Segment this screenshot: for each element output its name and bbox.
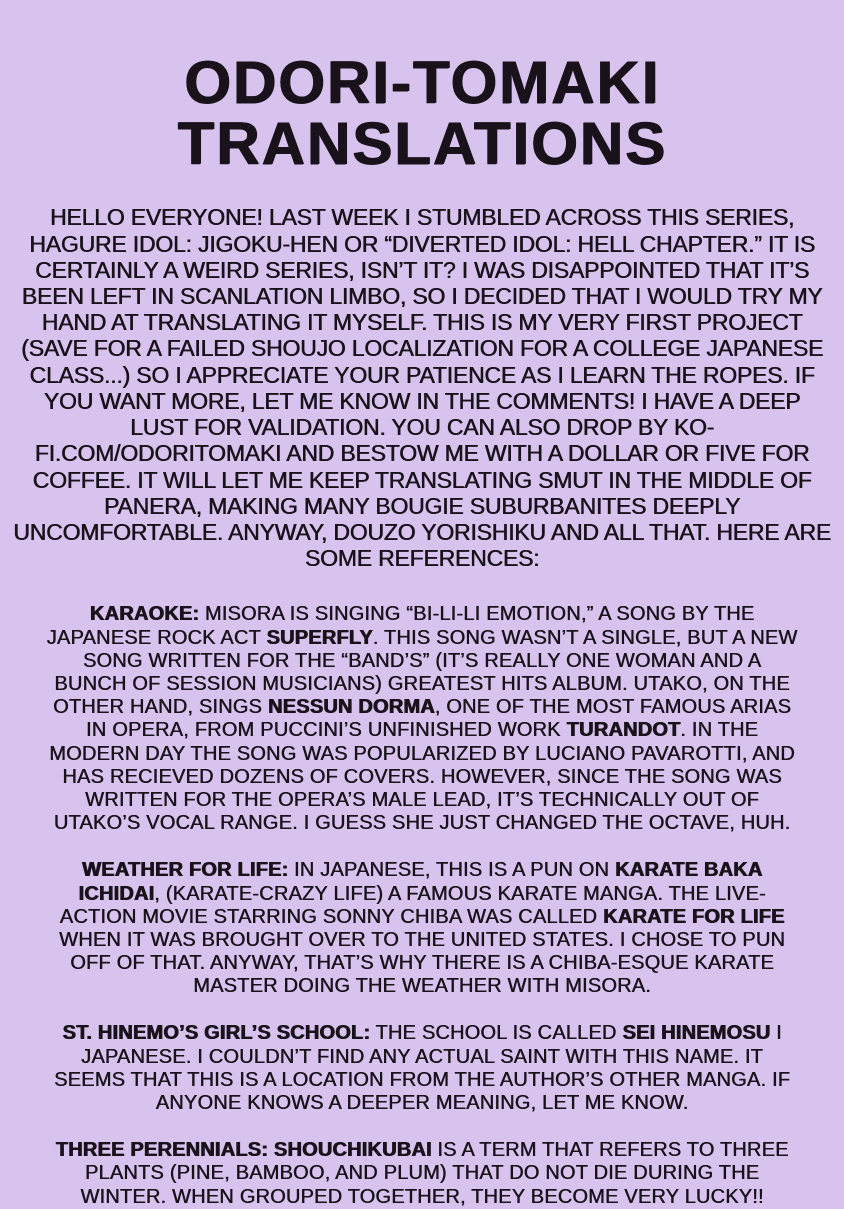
emphasis-text: KARAOKE: xyxy=(89,603,200,626)
emphasis-text: SUPERFLY xyxy=(266,626,373,649)
body-text: WHEN IT WAS BROUGHT OVER TO THE UNITED STATES. I CHOSE TO PUN OFF OF THAT. ANYWAY, THAT’S WHY THERE IS A CHIBA-ESQUE KARATE MASTER DOING THE WEATHER WITH MISORA. xyxy=(59,928,785,998)
emphasis-text: KARATE FOR LIFE xyxy=(602,905,785,928)
emphasis-text: KARATE BAKA ICHIDAI xyxy=(78,859,763,905)
page-title xyxy=(0,49,844,178)
body-text: THE SCHOOL IS CALLED xyxy=(369,1022,623,1045)
page-title-line-2: TRANSLATIONS xyxy=(177,110,667,178)
reference-section-weather-for-life xyxy=(46,859,798,998)
body-text: . IN THE MODERN DAY THE SONG WAS POPULARIZED BY LUCIANO PAVAROTTI, AND HAS RECIEVED DOZENS OF COVERS. HOWEVER, SINCE THE SONG WAS WRITTEN FOR THE OPERA’S MALE LEAD, IT’S TECHNICALLY OUT OF UTAKO’S VOCAL RANGE. I GUESS SHE JUST CHANGED THE OCTAVE, HUH. xyxy=(49,719,795,835)
emphasis-text: SEI HINEMOSU xyxy=(622,1022,771,1045)
emphasis-text: WEATHER FOR LIFE: xyxy=(81,859,289,882)
body-text: , ONE OF THE MOST FAMOUS ARIAS IN OPERA, FROM PUCCINI’S UNFINISHED WORK xyxy=(85,696,792,742)
reference-section-karaoke xyxy=(46,603,798,835)
emphasis-text: ST. HINEMO’S GIRL’S SCHOOL: xyxy=(62,1022,370,1045)
reference-section-st-hinemos-girls-school xyxy=(46,1022,798,1115)
body-text: I JAPANESE. I COULDN’T FIND ANY ACTUAL SAINT WITH THIS NAME. IT SEEMS THAT THIS IS A LOCATION FROM THE AUTHOR’S OTHER MANGA. IF ANYONE KNOWS A DEEPER MEANING, LET ME KNOW. xyxy=(53,1022,791,1114)
reference-sections xyxy=(0,603,844,1208)
body-text: IN JAPANESE, THIS IS A PUN ON xyxy=(288,859,615,882)
emphasis-text: NESSUN DORMA xyxy=(267,696,435,719)
body-text: MISORA IS SINGING “BI-LI-LI EMOTION,” A SONG BY THE JAPANESE ROCK ACT xyxy=(46,603,755,649)
emphasis-text: TURANDOT xyxy=(566,719,681,742)
reference-section-three-perennials xyxy=(46,1139,798,1209)
emphasis-text: THREE PERENNIALS: SHOUCHIKUBAI xyxy=(55,1139,432,1162)
page-title-line-1: ODORI-TOMAKI xyxy=(183,49,661,116)
body-text: , (KARATE-CRAZY LIFE) A FAMOUS KARATE MANGA. THE LIVE-ACTION MOVIE STARRING SONNY CHIBA WAS CALLED xyxy=(59,882,766,928)
body-text: . THIS SONG WASN’T A SINGLE, BUT A NEW SONG WRITTEN FOR THE “BAND’S” (IT’S REALLY ONE WOMAN AND A BUNCH OF SESSION MUSICIANS) GREATEST HITS ALBUM. UTAKO, ON THE OTHER HAND, SINGS xyxy=(52,626,798,719)
body-text: IS A TERM THAT REFERS TO THREE PLANTS (PINE, BAMBOO, AND PLUM) THAT DO NOT DIE DURING THE WINTER. WHEN GROUPED TOGETHER, THEY BECOME VERY LUCKY!! xyxy=(80,1139,789,1208)
intro-paragraph: HELLO EVERYONE! LAST WEEK I STUMBLED ACROSS THIS SERIES, HAGURE IDOL: JIGOKU-HEN OR “DIVERTED IDOL: HELL CHAPTER.” IT IS CERTAINLY A WEIRD SERIES, ISN’T IT? I WAS DISAPPOINTED THAT IT’S BEEN LEFT IN SCANLATION LIMBO, SO I DECIDED THAT I WOULD TRY MY HAND AT TRANSLATING IT MYSELF. THIS IS MY VERY FIRST PROJECT (SAVE FOR A FAILED SHOUJO LOCALIZATION FOR A COLLEGE JAPANESE CLASS...) SO I APPRECIATE YOUR PATIENCE AS I LEARN THE ROPES. IF YOU WANT MORE, LET ME KNOW IN THE COMMENTS! I HAVE A DEEP LUST FOR VALIDATION. YOU CAN ALSO DROP BY KO-FI.COM/ODORITOMAKI AND BESTOW ME WITH A DOLLAR OR FIVE FOR COFFEE. IT WILL LET ME KEEP TRANSLATING SMUT IN THE MIDDLE OF PANERA, MAKING MANY BOUGIE SUBURBANITES DEEPLY UNCOMFORTABLE. ANYWAY, DOUZO YORISHIKU AND ALL THAT. HERE ARE SOME REFERENCES: xyxy=(13,204,831,572)
